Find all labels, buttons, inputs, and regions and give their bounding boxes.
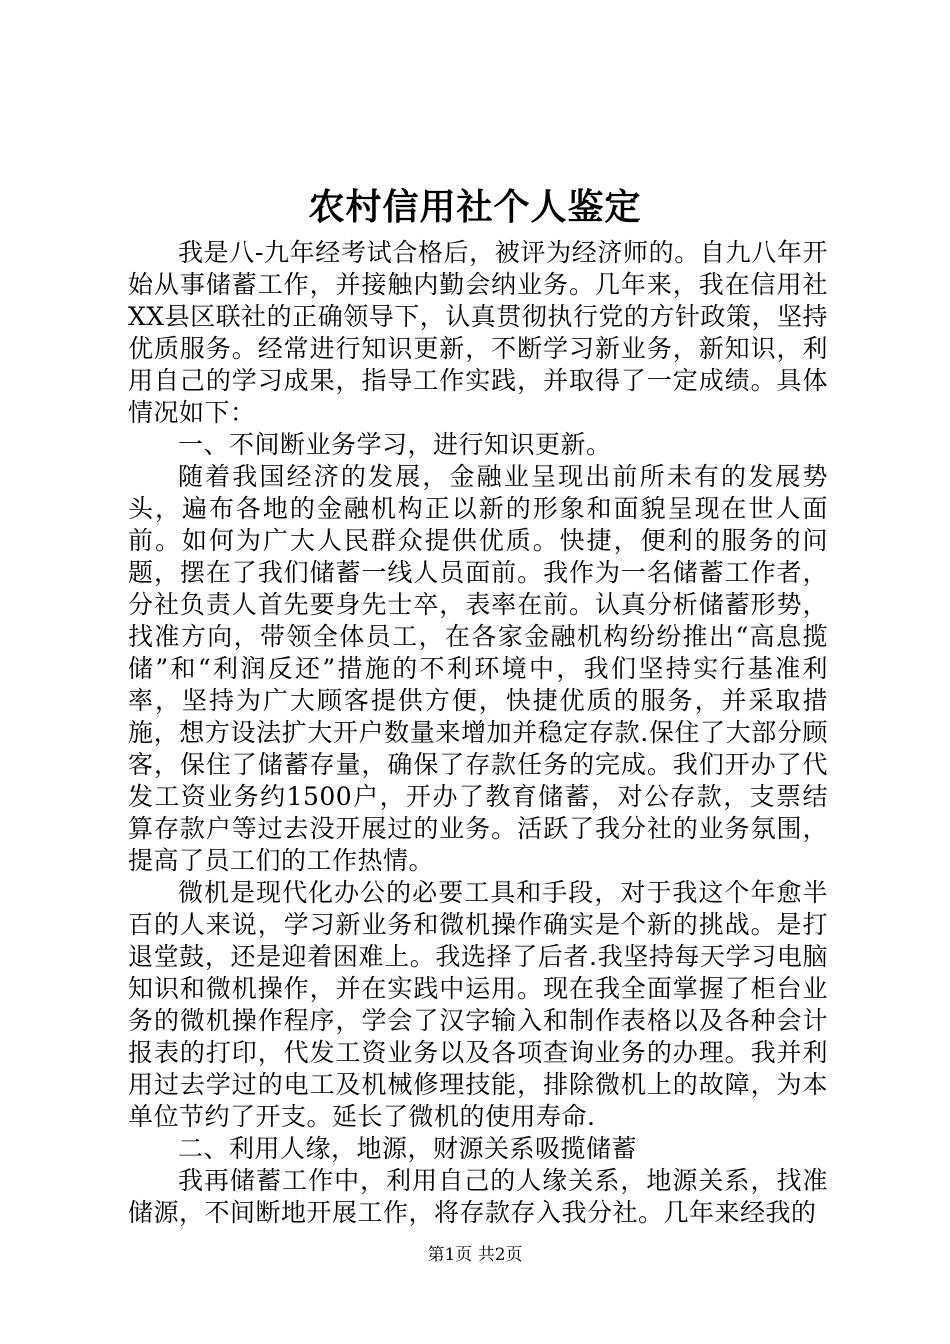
paragraph-section-2: 我再储蓄工作中，利用自己的人缘关系，地源关系，找准储源，不间断地开展工作，将存款存入我分社。几年来经我的 (128, 1166, 828, 1227)
section-heading-1: 一、不间断业务学习，进行知识更新。 (178, 430, 612, 459)
document-body (128, 237, 828, 1229)
paragraph-computer-skills: 微机是现代化办公的必要工具和手段，对于我这个年愈半百的人来说，学习新业务和微机操作确实是个新的挑战。是打退堂鼓，还是迎着困难上。我选择了后者.我坚持每天学习电脑知识和微机操作，并在实践中运用。现在我全面掌握了柜台业务的微机操作程序，学会了汉字输入和制作表格以及各种会计报表的打印，代发工资业务以及各项查询业务的办理。我并利用过去学过的电工及机械修理技能，排除微机上的故障，为本单位节约了开支。延长了微机的使用寿命. (128, 878, 828, 1131)
section-heading-2: 二、利用人缘，地源，财源关系吸揽储蓄 (178, 1134, 638, 1163)
page-footer: 第1页 共2页 (427, 1245, 523, 1265)
paragraph-section-1: 随着我国经济的发展，金融业呈现出前所未有的发展势头，遍布各地的金融机构正以新的形象和面貌呈现在世人面前。如何为广大人民群众提供优质。快捷，便利的服务的问题，摆在了我们储蓄一线人员面前。我作为一名储蓄工作者，分社负责人首先要身先士卒，表率在前。认真分析储蓄形势，找准方向，带领全体员工，在各家金融机构纷纷推出“高息揽储”和“利润反还”措施的不利环境中，我们坚持实行基准利率，坚持为广大顾客提供方便，快捷优质的服务，并采取措施，想方设法扩大开户数量来增加并稳定存款.保住了大部分顾客，保住了储蓄存量，确保了存款任务的完成。我们开办了代发工资业务约1500户，开办了教育储蓄，对公存款，支票结算存款户等过去没开展过的业务。活跃了我分社的业务氛围，提高了员工们的工作热情。 (128, 462, 828, 875)
paragraph-intro: 我是八-九年经考试合格后，被评为经济师的。自九八年开始从事储蓄工作，并接触内勤会纳业务。几年来，我在信用社XX县区联社的正确领导下，认真贯彻执行党的方针政策，坚持优质服务。经常进行知识更新，不断学习新业务，新知识，利用自己的学习成果，指导工作实践，并取得了一定成绩。具体情况如下： (128, 238, 828, 427)
document-title: 农村信用社个人鉴定 (308, 186, 642, 228)
